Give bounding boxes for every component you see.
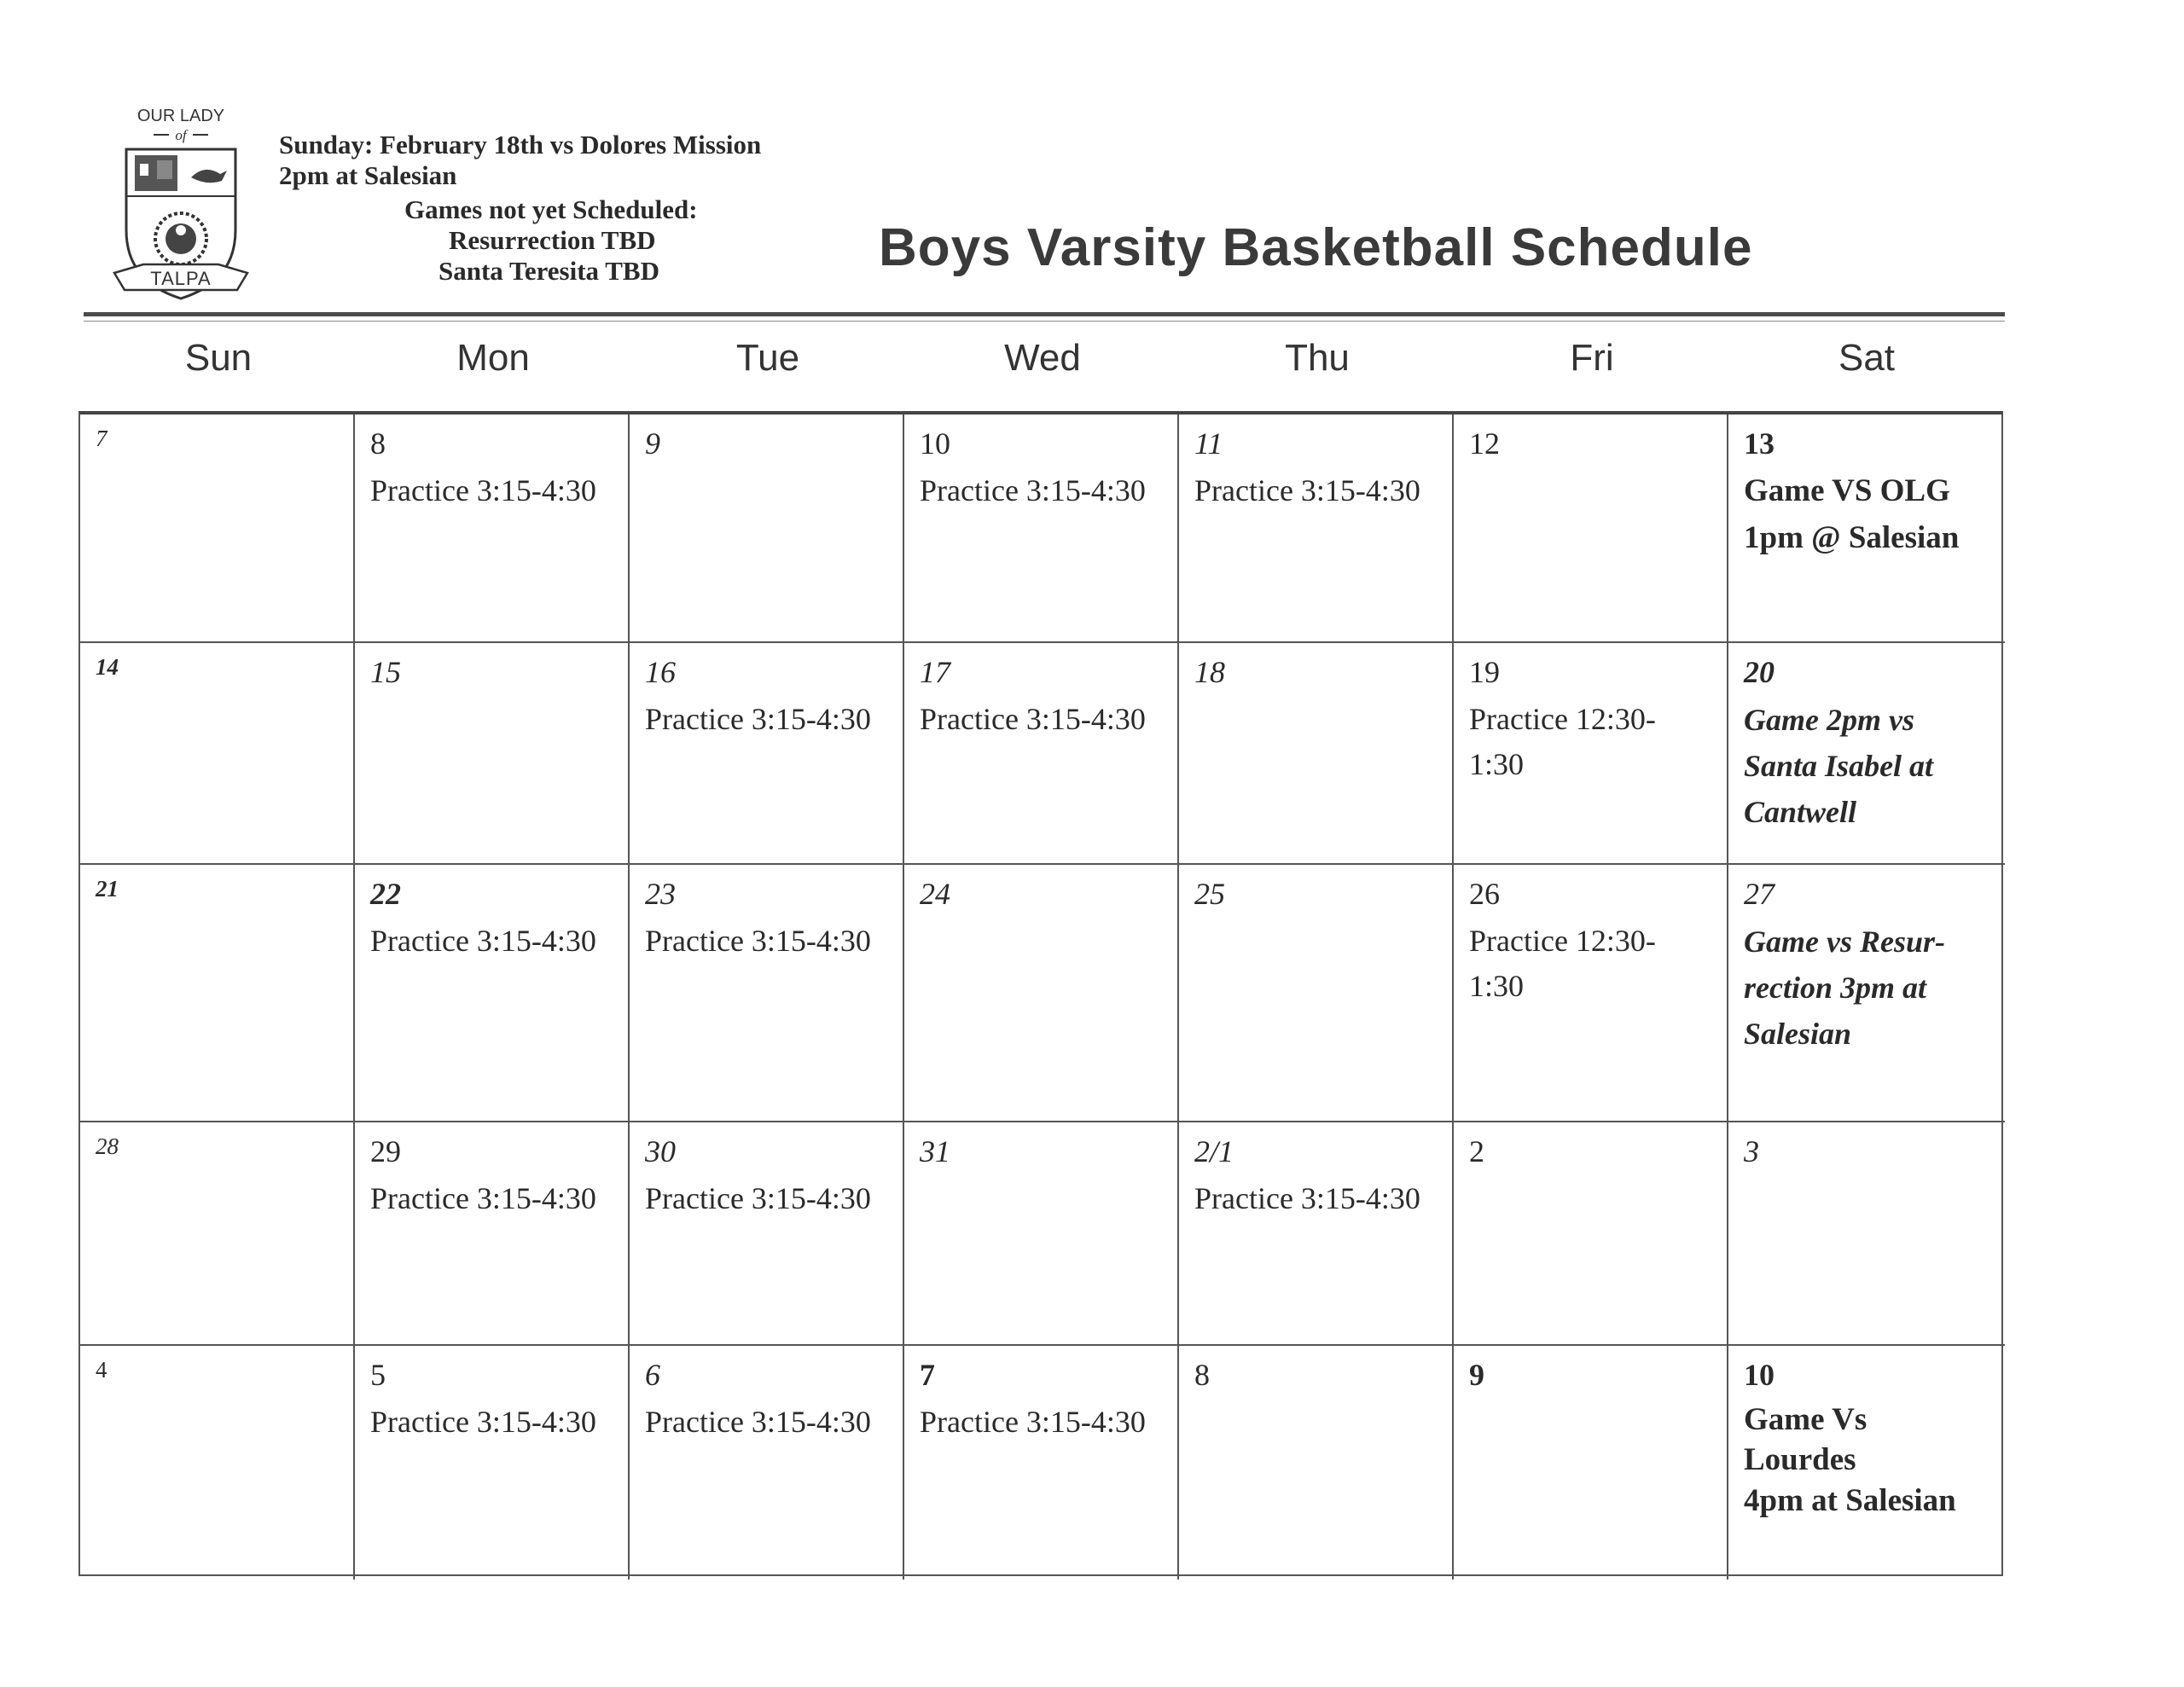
event-text: Practice 3:15-4:30 [920,473,1146,507]
calendar-cell-wed [904,643,1179,865]
event-text: Practice 12:30- 1:30 [1469,702,1656,782]
date-number: 13 [1744,426,1774,461]
calendar-cell-thu [1179,1122,1454,1346]
date-number: 23 [645,877,676,911]
page-title: Boys Varsity Basketball Schedule [879,218,1753,277]
event-text: Practice 3:15-4:30 [645,924,871,958]
logo-of-text: of [175,127,187,143]
calendar-cell-wed [904,1122,1179,1346]
note-line-2: 2pm at Salesian [279,160,457,190]
date-number: 27 [1744,877,1774,911]
calendar-cell-wed [904,1346,1179,1580]
date-number: 4 [96,1357,107,1383]
calendar-cell-fri [1454,1122,1728,1346]
note-line-1: Sunday: February 18th vs Dolores Mission [279,130,762,159]
calendar-cell-mon [355,1122,630,1346]
calendar-cell-sun [80,415,355,643]
calendar-cell-sat [1728,1346,2005,1580]
calendar-cell-tue [630,1122,904,1346]
calendar-cell-mon [355,415,630,643]
calendar-cell-tue [630,865,904,1122]
event-text: Practice 3:15-4:30 [370,1405,596,1439]
calendar-cell-mon [355,865,630,1122]
event-text: Practice 3:15-4:30 [1194,1181,1420,1215]
note-line-4: Resurrection TBD [449,225,656,255]
date-number: 8 [370,426,386,461]
event-text: Practice 3:15-4:30 [645,1181,871,1215]
calendar-cell-tue [630,1346,904,1580]
calendar-cell-thu [1179,643,1454,865]
day-header-thu: Thu [1285,337,1350,379]
note-line-3: Games not yet Scheduled: [404,194,698,224]
day-header-mon: Mon [456,337,530,379]
date-number: 10 [920,426,950,461]
school-logo [109,102,253,307]
date-number: 7 [96,426,107,451]
calendar-cell-tue [630,415,904,643]
date-number: 9 [645,426,660,461]
event-text: Practice 3:15-4:30 [370,1181,596,1215]
event-text: Game vs Resur- rection 3pm at Salesian [1744,925,1945,1051]
event-text: Game Vs Lourdes 4pm at Salesian [1744,1402,1956,1518]
calendar-cell-sun [80,1122,355,1346]
calendar-cell-sun [80,1346,355,1580]
event-text: Practice 3:15-4:30 [920,702,1146,736]
calendar-cell-fri [1454,643,1728,865]
date-number: 30 [645,1134,676,1168]
calendar-cell-mon [355,643,630,865]
calendar-cell-wed [904,415,1179,643]
day-header-tue: Tue [735,337,800,379]
calendar-cell-tue [630,643,904,865]
calendar-cell-fri [1454,865,1728,1122]
calendar-cell-mon [355,1346,630,1580]
calendar-cell-wed [904,865,1179,1122]
date-number: 6 [645,1358,660,1392]
date-number: 2 [1469,1134,1484,1168]
calendar-cell-thu [1179,865,1454,1122]
event-text: Practice 3:15-4:30 [370,924,596,958]
date-number: 9 [1469,1358,1484,1392]
date-number: 22 [370,877,401,911]
day-header-fri: Fri [1570,337,1614,379]
logo-top-text: OUR LADY [136,107,225,125]
calendar-grid [78,411,2003,1576]
date-number: 5 [370,1358,386,1392]
date-number: 3 [1744,1134,1759,1168]
date-number: 12 [1469,426,1500,461]
date-number: 15 [370,655,401,689]
date-number: 17 [920,655,950,689]
date-number: 16 [645,655,676,689]
date-number: 2/1 [1194,1134,1234,1168]
logo-bottom-text: TALPA [150,268,212,289]
header-rule [84,312,2005,316]
event-text: Game 2pm vs Santa Isabel at Cantwell [1744,703,1934,829]
event-text: Practice 12:30- 1:30 [1469,924,1656,1004]
calendar-cell-sun [80,643,355,865]
calendar-cell-thu [1179,1346,1454,1580]
calendar-cell-fri [1454,1346,1728,1580]
date-number: 11 [1194,426,1223,461]
date-number: 29 [370,1134,401,1168]
date-number: 31 [920,1134,950,1168]
date-number: 26 [1469,877,1500,911]
event-text: Game VS OLG 1pm @ Salesian [1744,473,1960,555]
calendar-cell-fri [1454,415,1728,643]
header-rule-thin [84,321,2005,322]
calendar-cell-sun [80,865,355,1122]
date-number: 14 [96,654,119,680]
date-number: 10 [1744,1358,1774,1392]
day-header-sat: Sat [1838,337,1896,379]
note-line-5: Santa Teresita TBD [439,256,659,286]
calendar-cell-sat [1728,415,2005,643]
date-number: 25 [1194,877,1225,911]
crest-icon [109,102,253,307]
event-text: Practice 3:15-4:30 [920,1405,1146,1439]
date-number: 20 [1744,655,1774,689]
event-text: Practice 3:15-4:30 [645,702,871,736]
calendar-cell-sat [1728,865,2005,1122]
calendar-cell-thu [1179,415,1454,643]
date-number: 8 [1194,1358,1210,1392]
event-text: Practice 3:15-4:30 [645,1405,871,1439]
calendar-cell-sat [1728,1122,2005,1346]
date-number: 19 [1469,655,1500,689]
date-number: 7 [920,1358,935,1392]
date-number: 21 [96,876,119,901]
day-header-sun: Sun [184,337,253,379]
event-text: Practice 3:15-4:30 [370,473,596,507]
date-number: 18 [1194,655,1225,689]
day-header-wed: Wed [1004,337,1081,379]
event-text: Practice 3:15-4:30 [1194,473,1420,507]
calendar-cell-sat [1728,643,2005,865]
date-number: 24 [920,877,950,911]
date-number: 28 [96,1133,119,1159]
